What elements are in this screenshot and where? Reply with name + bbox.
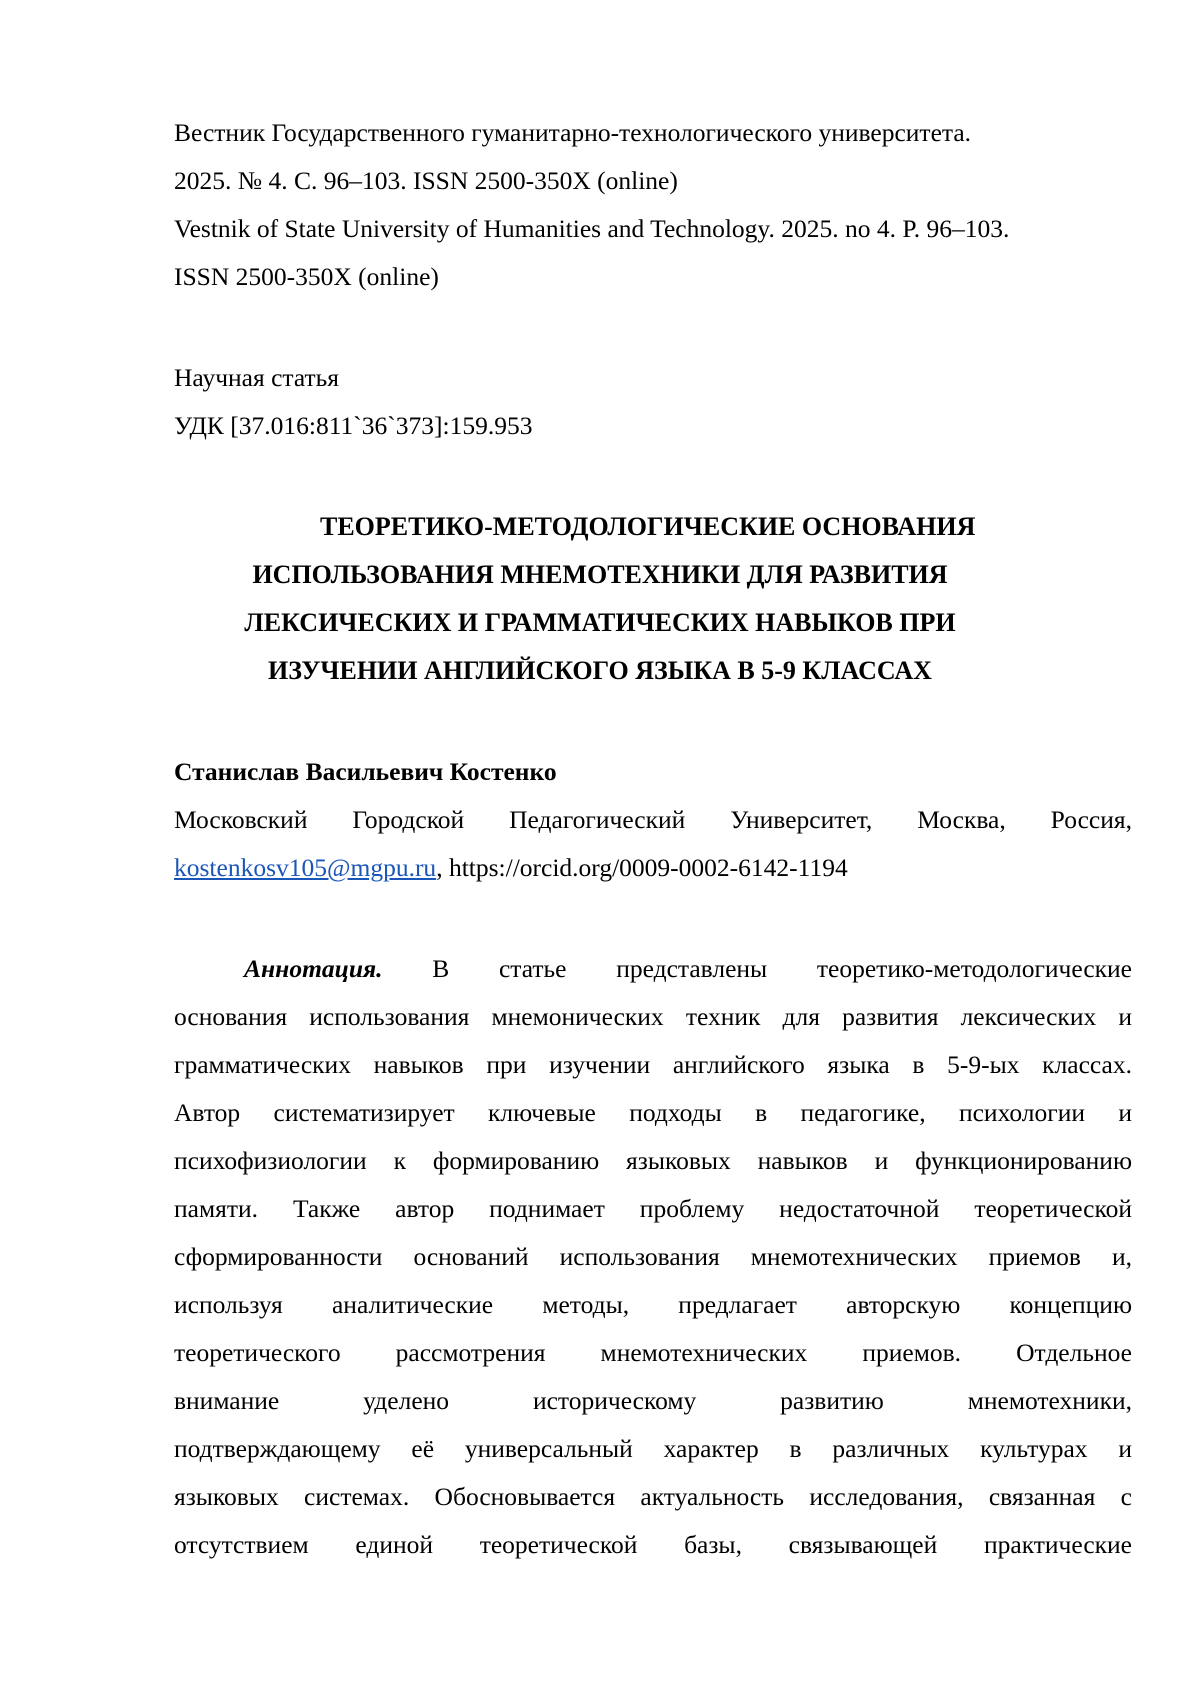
abstract-label: Аннотация. <box>244 954 383 983</box>
journal-header-ru-line2: 2025. № 4. С. 96–103. ISSN 2500-350X (online) <box>174 166 678 195</box>
abstract-line: языковых системах. Обосновывается актуальность исследования, связанная с <box>174 1482 1132 1511</box>
title-line-1: ТЕОРЕТИКО-МЕТОДОЛОГИЧЕСКИЕ ОСНОВАНИЯ <box>320 512 976 541</box>
abstract-line: подтверждающему её универсальный характер в различных культурах и <box>174 1434 1132 1463</box>
abstract-line: внимание уделено историческому развитию мнемотехники, <box>174 1386 1132 1415</box>
abstract-line: теоретического рассмотрения мнемотехнических приемов. Отдельное <box>174 1338 1132 1367</box>
journal-header-en-line1: Vestnik of State University of Humanities and Technology. 2025. no 4. P. 96–103. <box>174 214 1010 243</box>
abstract-line: Автор систематизирует ключевые подходы в педагогике, психологии и <box>174 1098 1132 1127</box>
journal-header-en-line2: ISSN 2500-350X (online) <box>174 262 439 291</box>
abstract-line: сформированности оснований использования мнемотехнических приемов и, <box>174 1242 1132 1271</box>
abstract-line: грамматических навыков при изучении английского языка в 5-9-ых классах. <box>174 1050 1132 1079</box>
abstract-line: используя аналитические методы, предлагает авторскую концепцию <box>174 1290 1132 1319</box>
udc-code: УДК [37.016:811`36`373]:159.953 <box>174 411 533 440</box>
abstract-first-line <box>244 954 1132 984</box>
abstract-line: отсутствием единой теоретической базы, связывающей практические <box>174 1530 1132 1559</box>
abstract-line: основания использования мнемонических техник для развития лексических и <box>174 1002 1132 1031</box>
title-line-4: ИЗУЧЕНИИ АНГЛИЙСКОГО ЯЗЫКА В 5-9 КЛАССАХ <box>268 656 932 685</box>
article-type: Научная статья <box>174 363 340 392</box>
title-line-2: ИСПОЛЬЗОВАНИЯ МНЕМОТЕХНИКИ ДЛЯ РАЗВИТИЯ <box>252 560 948 589</box>
abstract-line: психофизиологии к формированию языковых навыков и функционированию <box>174 1146 1132 1175</box>
journal-header-ru-line1: Вестник Государственного гуманитарно-технологического университета. <box>174 118 972 147</box>
abstract-line: памяти. Также автор поднимает проблему недостаточной теоретической <box>174 1194 1132 1223</box>
author-email-link[interactable]: kostenkosv105@mgpu.ru <box>174 853 437 882</box>
title-line-3: ЛЕКСИЧЕСКИХ И ГРАММАТИЧЕСКИХ НАВЫКОВ ПРИ <box>244 608 956 637</box>
author-name: Станислав Васильевич Костенко <box>174 757 557 786</box>
author-affiliation: Московский Городской Педагогический Университет, Москва, Россия, <box>174 805 1132 834</box>
abstract-first-line-text: В статье представлены теоретико-методологические <box>382 954 1132 983</box>
author-orcid: , https://orcid.org/0009-0002-6142-1194 <box>436 853 848 882</box>
author-contacts <box>174 853 848 883</box>
